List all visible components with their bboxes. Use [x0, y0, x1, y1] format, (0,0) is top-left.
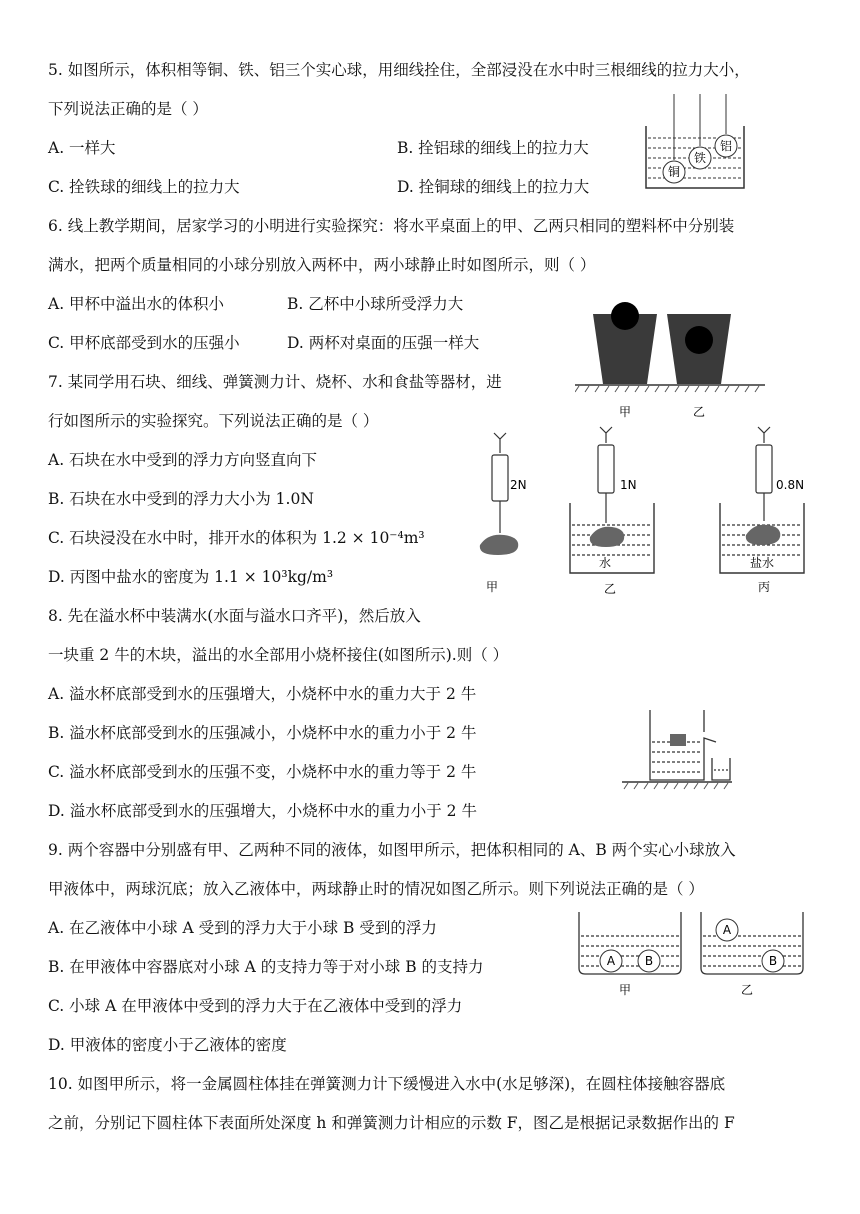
q9-yi-ball-a-label: A [722, 923, 732, 937]
q7-fig-jia-label: 甲 [485, 580, 499, 594]
q7-option-a[interactable]: A. 石块在水中受到的浮力方向竖直向下 [48, 451, 318, 469]
q5-option-a[interactable]: A. 一样大 [48, 139, 116, 157]
q8-option-a[interactable]: A. 溢水杯底部受到水的压强增大，小烧杯中水的重力大于 2 牛 [48, 685, 477, 703]
q7-reading-yi: 1N [620, 478, 637, 492]
q7-figure [470, 425, 820, 600]
q7-fig-yi-label: 乙 [603, 582, 617, 596]
q7-reading-bing: 0.8N [776, 478, 805, 492]
q5-option-b[interactable]: B. 拴铝球的细线上的拉力大 [397, 139, 589, 157]
q5-aluminum-ball-label: 铝 [719, 139, 733, 153]
q10-stem-line-1: 10. 如图甲所示，将一金属圆柱体挂在弹簧测力计下缓慢进入水中(水足够深)，在圆柱体接触容器底 [48, 1075, 726, 1093]
q9-option-c[interactable]: C. 小球 A 在甲液体中受到的浮力大于在乙液体中受到的浮力 [48, 997, 463, 1015]
q7-water-label: 水 [598, 556, 612, 570]
q8-option-d[interactable]: D. 溢水杯底部受到水的压强增大，小烧杯中水的重力小于 2 牛 [48, 802, 477, 820]
q7-reading-jia: 2N [510, 478, 527, 492]
q5-option-c[interactable]: C. 拴铁球的细线上的拉力大 [48, 178, 240, 196]
q6-stem-line-1: 6. 线上教学期间，居家学习的小明进行实验探究：将水平桌面上的甲、乙两只相同的塑料杯中分别装 [48, 217, 735, 235]
q6-cup-jia-label: 甲 [618, 405, 632, 419]
q7-fig-bing-label: 丙 [757, 580, 771, 594]
q9-jia-ball-a-label: A [606, 954, 616, 968]
q6-option-c[interactable]: C. 甲杯底部受到水的压强小 [48, 334, 240, 352]
q9-option-d[interactable]: D. 甲液体的密度小于乙液体的密度 [48, 1036, 287, 1054]
q7-stem-line-2: 行如图所示的实验探究。下列说法正确的是（ ） [48, 412, 379, 430]
q5-iron-ball-label: 铁 [693, 151, 707, 165]
q8-stem-line-1: 8. 先在溢水杯中装满水(水面与溢水口齐平)，然后放入 [48, 607, 421, 625]
q10-stem-line-2: 之前，分别记下圆柱体下表面所处深度 h 和弹簧测力计相应的示数 F，图乙是根据记录数据作出的 F [48, 1114, 735, 1132]
q9-yi-ball-b-label: B [768, 954, 778, 968]
q7-option-b[interactable]: B. 石块在水中受到的浮力大小为 1.0N [48, 490, 314, 508]
q9-fig-jia-label: 甲 [618, 983, 632, 997]
q5-stem-line-2: 下列说法正确的是（ ） [48, 100, 208, 118]
q9-jia-ball-b-label: B [644, 954, 654, 968]
q6-option-b[interactable]: B. 乙杯中小球所受浮力大 [287, 295, 464, 313]
q9-stem-line-1: 9. 两个容器中分别盛有甲、乙两种不同的液体，如图甲所示，把体积相同的 A、B 两个实心小球放入 [48, 841, 736, 859]
q8-option-c[interactable]: C. 溢水杯底部受到水的压强不变，小烧杯中水的重力等于 2 牛 [48, 763, 477, 781]
q7-saltwater-label: 盐水 [749, 556, 775, 570]
q5-figure [640, 92, 750, 192]
q6-stem-line-2: 满水，把两个质量相同的小球分别放入两杯中，两小球静止时如图所示，则（ ） [48, 256, 596, 274]
q5-copper-ball-label: 铜 [667, 165, 681, 179]
q9-figure [575, 908, 815, 1000]
q9-option-a[interactable]: A. 在乙液体中小球 A 受到的浮力大于小球 B 受到的浮力 [48, 919, 437, 937]
q5-stem-line-1: 5. 如图所示，体积相等铜、铁、铝三个实心球，用细线拴住，全部浸没在水中时三根细线的拉力大小， [48, 61, 750, 79]
q6-option-d[interactable]: D. 两杯对桌面的压强一样大 [287, 334, 480, 352]
q7-stem-line-1: 7. 某同学用石块、细线、弹簧测力计、烧杯、水和食盐等器材，进 [48, 373, 502, 391]
q9-option-b[interactable]: B. 在甲液体中容器底对小球 A 的支持力等于对小球 B 的支持力 [48, 958, 484, 976]
q9-fig-yi-label: 乙 [740, 983, 754, 997]
q6-figure [575, 292, 770, 422]
q6-option-a[interactable]: A. 甲杯中溢出水的体积小 [48, 295, 225, 313]
q8-option-b[interactable]: B. 溢水杯底部受到水的压强减小，小烧杯中水的重力小于 2 牛 [48, 724, 477, 742]
q9-stem-line-2: 甲液体中，两球沉底；放入乙液体中，两球静止时的情况如图乙所示。则下列说法正确的是（ ） [48, 880, 704, 898]
q7-option-d[interactable]: D. 丙图中盐水的密度为 1.1 × 10³kg/m³ [48, 568, 334, 586]
q5-option-d[interactable]: D. 拴铜球的细线上的拉力大 [397, 178, 590, 196]
q8-stem-line-2: 一块重 2 牛的木块，溢出的水全部用小烧杯接住(如图所示).则（ ） [48, 646, 509, 664]
q6-cup-yi-label: 乙 [692, 405, 706, 419]
q7-option-c[interactable]: C. 石块浸没在水中时，排开水的体积为 1.2 × 10⁻⁴m³ [48, 529, 425, 547]
q8-figure [622, 702, 732, 790]
